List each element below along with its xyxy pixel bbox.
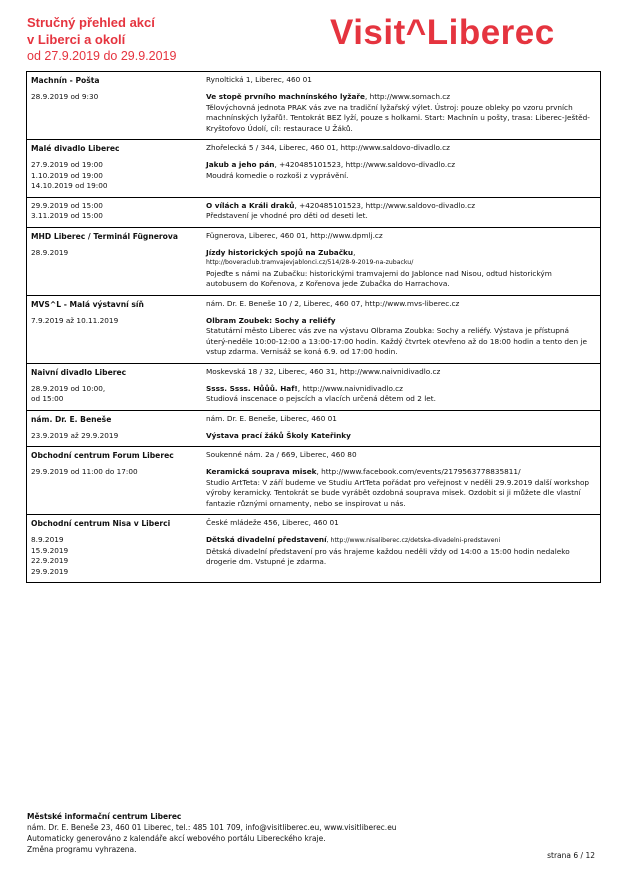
event-link[interactable]: , http://www.nisaliberec.cz/detska-divadelni-predstaveni xyxy=(326,537,501,544)
event-date: 29.9.2019 od 11:00 do 17:00 xyxy=(31,467,138,476)
event-title-line xyxy=(206,92,592,103)
footer-contact: nám. Dr. E. Beneše 23, 460 01 Liberec, tel.: 485 101 709, info@visitliberec.eu, www.visitliberec.eu xyxy=(27,823,397,832)
venue-name: Naivní divadlo Liberec xyxy=(31,367,127,377)
event-info xyxy=(206,160,596,192)
venue-address: Fügnerova, Liberec, 460 01, http://www.dpmlj.cz xyxy=(206,230,383,240)
event-link[interactable]: , http://www.naivnidivadlo.cz xyxy=(297,383,403,393)
event-link[interactable]: http://boveraclub.tramvajevjablonci.cz/514/28-9-2019-na-zubacku/ xyxy=(206,259,414,266)
event-link[interactable]: , http://www.facebook.com/events/2179563778835811/ xyxy=(316,467,521,476)
event-description: Pojeďte s námi na Zubačku: historickými tramvajemi do Jablonce nad Nisou, odtud historickým autobusem do Kořenova, z Kořenova jede Zubačka do Harrachova. xyxy=(206,268,552,288)
event-date: 1.10.2019 od 19:00 xyxy=(31,170,103,180)
event-description: Moudrá komedie o rozkoši z vyprávění. xyxy=(206,170,349,180)
event-title-line xyxy=(206,316,592,327)
event-item-row xyxy=(27,535,600,577)
event-section xyxy=(27,364,600,411)
event-title[interactable]: Dětská divadelní představení xyxy=(206,535,327,544)
event-section xyxy=(27,296,600,364)
venue-name: MHD Liberec / Terminál Fügnerova xyxy=(31,231,178,241)
event-item-row xyxy=(27,160,600,192)
event-item-row xyxy=(27,248,600,290)
venue-address: Soukenné nám. 2a / 669, Liberec, 460 80 xyxy=(206,450,357,459)
event-dates xyxy=(27,467,206,509)
event-date: 29.9.2019 od 15:00 xyxy=(31,200,103,210)
event-title-line xyxy=(206,467,592,478)
venue-address: nám. Dr. E. Beneše 10 / 2, Liberec, 460 07, http://www.mvs-liberec.cz xyxy=(206,298,460,308)
event-header-row xyxy=(27,414,600,425)
event-dates xyxy=(27,201,206,222)
event-header-row xyxy=(27,367,600,378)
venue-name: Obchodní centrum Nisa v Liberci xyxy=(31,519,171,528)
event-info xyxy=(206,248,596,290)
page-number: strana 6 / 12 xyxy=(547,851,595,860)
event-date: 3.11.2019 od 15:00 xyxy=(31,211,103,220)
event-description: Studiová inscenace o pejscích a vlacích určená dětem od 2 let. xyxy=(206,394,436,403)
event-section xyxy=(27,515,600,582)
event-title-line xyxy=(206,535,592,547)
event-dates xyxy=(27,431,206,442)
event-info xyxy=(206,384,596,405)
event-title[interactable]: Jízdy historických spojů na Zubačku xyxy=(206,247,354,257)
date-range: od 27.9.2019 do 29.9.2019 xyxy=(27,49,177,63)
event-link[interactable]: , +420485101523, http://www.saldovo-divadlo.cz xyxy=(274,160,456,169)
event-item-row xyxy=(27,92,600,134)
event-section xyxy=(27,72,600,140)
event-dates xyxy=(27,535,206,577)
event-date: 22.9.2019 xyxy=(31,556,69,565)
event-info xyxy=(206,467,596,509)
event-link[interactable]: , +420485101523, http://www.saldovo-divadlo.cz xyxy=(294,200,476,210)
event-link[interactable]: , xyxy=(353,247,356,257)
event-title[interactable]: O vílách a Králi draků xyxy=(206,200,295,210)
venue-address: Moskevská 18 / 32, Liberec, 460 31, http://www.naivnidivadlo.cz xyxy=(206,366,441,376)
event-description: Tělovýchovná jednota PRAK vás zve na tradiční lyžařský výlet. Ústroj: pouze obleky po vzoru prvních machnínských lyžařů!. Tentokrát BEZ lyží, pouze s holkami. Start: Machnín u pošty, trasa: Liberec-Ještěd-Kryštofovo Údolí, cíl: restaurace U Žáků. xyxy=(206,102,590,133)
event-header-row xyxy=(27,299,600,310)
event-dates xyxy=(27,92,206,134)
event-title[interactable]: Jakub a jeho pán xyxy=(206,160,275,169)
footer xyxy=(27,811,597,855)
event-info xyxy=(206,316,596,358)
event-item-row xyxy=(27,316,600,358)
event-date: od 15:00 xyxy=(31,394,64,403)
title-line-1: Stručný přehled akcí xyxy=(27,15,155,30)
event-title[interactable]: Olbram Zoubek: Sochy a reliéfy xyxy=(206,315,336,325)
item-divider xyxy=(27,197,600,198)
event-dates xyxy=(27,248,206,290)
event-info xyxy=(206,92,596,134)
event-title[interactable]: Ssss. Ssss. Hůůů. Haf! xyxy=(206,383,298,393)
event-description: Představení je vhodné pro děti od deseti let. xyxy=(206,211,368,220)
venue-address: České mládeže 456, Liberec, 460 01 xyxy=(206,518,339,527)
event-info xyxy=(206,535,596,577)
event-header-row xyxy=(27,75,600,86)
event-description: Studio ArtTeta: V září budeme ve Studiu ArtTeta pořádat pro veřejnost v neděli 29.9.2019 další workshop výroby keramicky. Tentokrát se bude vyrábět ozdobná souprava misek. Ozdobit si ji můžete dle vlastní fantazie různými ornamenty, nebo se inspirovat u nás. xyxy=(206,477,590,508)
event-date: 8.9.2019 xyxy=(31,535,64,544)
event-dates xyxy=(27,316,206,358)
event-date: 28.9.2019 od 10:00, xyxy=(31,383,106,393)
event-title-line xyxy=(206,160,592,171)
event-header-row xyxy=(27,518,600,529)
footer-org: Městské informační centrum Liberec xyxy=(27,812,182,821)
event-description: Dětská divadelní představení pro vás hrajeme každou neděli vždy od 14:00 a 15:00 hodin nedaleko drogerie dm. Vstupné je zdarma. xyxy=(206,546,570,566)
event-title-line xyxy=(206,431,592,442)
event-header-row xyxy=(27,231,600,242)
footer-generated: Automaticky generováno z kalendáře akcí webového portálu Libereckého kraje. xyxy=(27,834,326,843)
events-table xyxy=(26,71,601,583)
event-date: 14.10.2019 od 19:00 xyxy=(31,181,108,190)
title-line-2: v Liberci a okolí xyxy=(27,32,126,47)
venue-address: Rynoltická 1, Liberec, 460 01 xyxy=(206,75,312,84)
event-title-line xyxy=(206,248,592,259)
event-date: 28.9.2019 xyxy=(31,247,69,257)
event-info xyxy=(206,201,596,222)
event-date: 15.9.2019 xyxy=(31,545,69,555)
event-title-line xyxy=(206,384,592,395)
event-header-row xyxy=(27,450,600,461)
event-date: 23.9.2019 až 29.9.2019 xyxy=(31,430,119,440)
venue-name: nám. Dr. E. Beneše xyxy=(31,414,112,424)
event-title-line xyxy=(206,201,592,212)
event-item-row xyxy=(27,201,600,222)
event-item-row xyxy=(27,467,600,509)
event-item-row xyxy=(27,431,600,442)
event-title[interactable]: Keramická souprava misek xyxy=(206,467,317,476)
event-section xyxy=(27,228,600,296)
event-date: 27.9.2019 od 19:00 xyxy=(31,160,103,169)
event-dates xyxy=(27,160,206,192)
event-date: 29.9.2019 xyxy=(31,566,69,576)
header-title xyxy=(27,14,247,65)
event-info xyxy=(206,431,596,442)
event-link[interactable]: , http://www.somach.cz xyxy=(364,92,451,101)
event-item-row xyxy=(27,384,600,405)
visit-liberec-logo: Visit^Liberec xyxy=(330,13,555,52)
venue-name: MVS^L - Malá výstavní síň xyxy=(31,299,144,309)
footer-note: Změna programu vyhrazena. xyxy=(27,845,137,854)
venue-name: Malé divadlo Liberec xyxy=(31,144,120,153)
event-title[interactable]: Ve stopě prvního machnínského lyžaře xyxy=(206,92,365,101)
event-title[interactable]: Výstava prací žáků Školy Kateřinky xyxy=(206,430,351,440)
event-section xyxy=(27,140,600,228)
event-date: 7.9.2019 až 10.11.2019 xyxy=(31,315,119,325)
event-date: 28.9.2019 od 9:30 xyxy=(31,92,99,101)
venue-name: Machnín - Pošta xyxy=(31,76,100,85)
event-dates xyxy=(27,384,206,405)
event-description: Statutární město Liberec vás zve na výstavu Olbrama Zoubka: Sochy a reliéfy. Výstava je přístupná úterý-neděle 10:00-12:00 a 13:00-17:00 hodin. Každý čtvrtek otevřeno až do 18:00 hodin a tento den je vstup zdarma. Vernisáž se koná 6.9. od 17:00 hodin. xyxy=(206,326,587,356)
event-section xyxy=(27,411,600,448)
event-header-row xyxy=(27,143,600,154)
venue-address: nám. Dr. E. Beneše, Liberec, 460 01 xyxy=(206,413,337,423)
venue-address: Zhořelecká 5 / 344, Liberec, 460 01, http://www.saldovo-divadlo.cz xyxy=(206,143,450,152)
event-section xyxy=(27,447,600,515)
venue-name: Obchodní centrum Forum Liberec xyxy=(31,451,174,460)
